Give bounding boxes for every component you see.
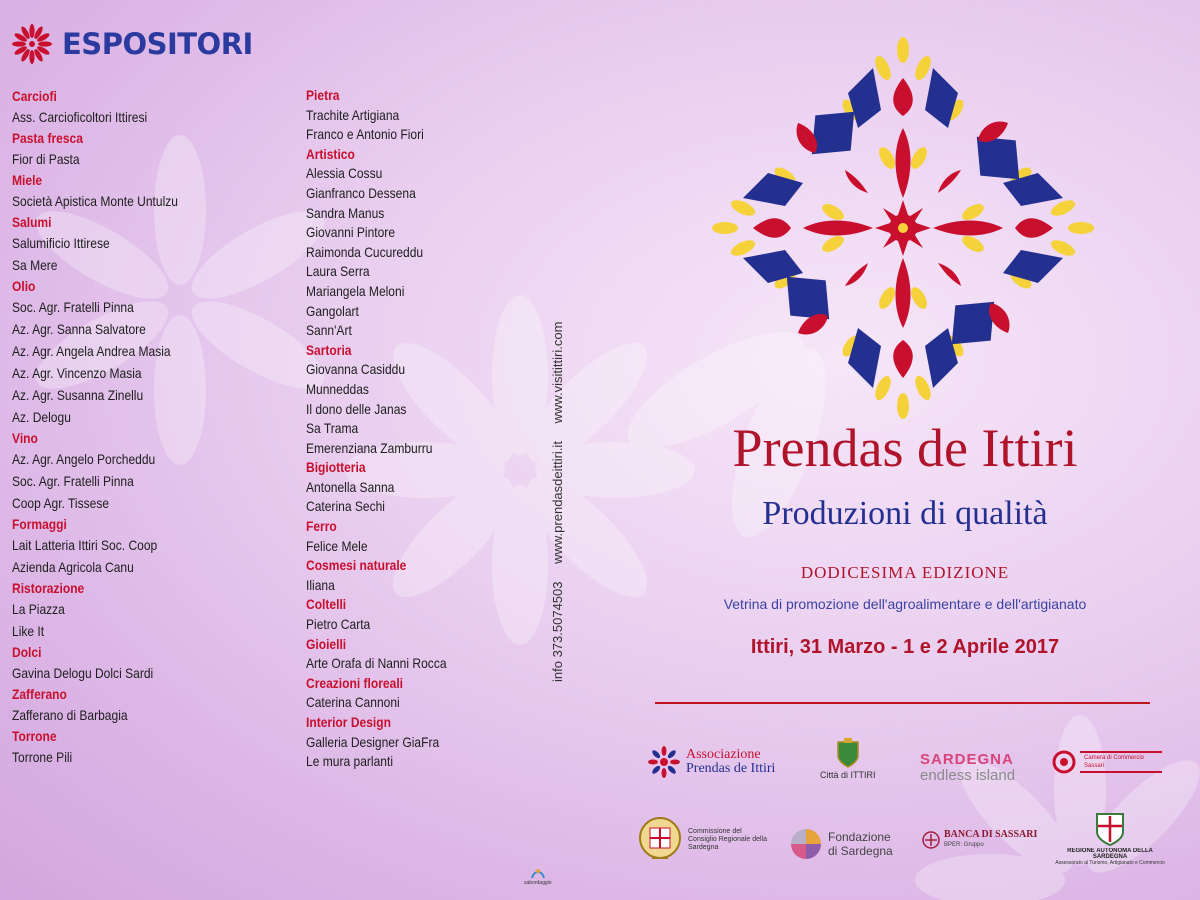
logo-banca-sassari [922,830,1037,850]
header [10,22,253,66]
banca-label: BANCA DI SASSARI [944,829,1038,840]
divider [655,702,1150,704]
fondazione-line-1: Fondazione [828,830,891,844]
exhibitor-item: Soc. Agr. Fratelli Pinna [12,299,134,315]
camera-label: Camera di Commercio Sassari [1084,755,1145,769]
regione-shield-icon [1095,812,1125,846]
exhibitor-item: Sa Mere [12,257,58,273]
exhibitor-item: Caterina Sechi [306,498,385,515]
exhibitor-item: Le mura parlanti [306,753,394,770]
exhibitor-item: Fior di Pasta [12,151,80,167]
category-heading: Ferro [306,518,337,535]
exhibitor-item: Az. Agr. Susanna Zinellu [12,387,144,403]
category-heading: Sartoria [306,341,352,358]
fondazione-pie-icon [790,828,822,860]
contact-info [550,308,565,682]
event-tagline: Vetrina di promozione dell'agroalimentare e dell'artigianato [723,596,1087,612]
category-heading: Interior Design [306,714,391,730]
exhibitor-item: Az. Agr. Angela Andrea Masia [12,343,171,359]
exhibitor-item: Trachite Artigiana [306,106,400,123]
category-heading: Pasta fresca [12,130,83,146]
category-heading: Coltelli [306,596,347,613]
exhibitor-item: Gavina Delogu Dolci Sardi [12,665,154,681]
exhibitor-item: Gangolart [306,302,359,319]
exhibitor-item: Laura Serra [306,263,370,280]
assoc-flower-icon [646,744,682,780]
exhibitor-item: Az. Agr. Vincenzo Masia [12,365,142,381]
small-logo-icon [530,866,546,880]
event-date: Ittiri, 31 Marzo - 1 e 2 Aprile 2017 [750,636,1060,658]
category-heading: Formaggi [12,516,67,532]
event-subtitle: Produzioni di qualità [762,495,1048,532]
exhibitors-column-1 [12,86,178,768]
exhibitor-item: Like It [12,623,45,639]
category-heading: Salumi [12,214,52,230]
coat-of-arms-icon [836,738,860,768]
exhibitor-item: Giovanni Pintore [306,224,396,241]
exhibitor-item: Gianfranco Dessena [306,184,416,201]
consiglio-label: Commissione del Consiglio Regionale della Sardegna [688,828,767,851]
logo-citta-ittiri [820,738,876,780]
category-heading: Torrone [12,728,57,744]
category-heading: Cosmesi naturale [306,557,407,574]
exhibitor-item: Sann'Art [306,322,352,339]
event-title: Prendas de Ittiri [732,418,1078,478]
exhibitor-item: Torrone Pili [12,749,73,765]
exhibitor-item: Il dono delle Janas [306,400,407,417]
banca-emblem-icon [922,831,940,849]
category-heading: Bigiotteria [306,459,366,476]
exhibitor-item: Franco e Antonio Fiori [306,126,424,143]
page-title: ESPOSITORI [62,27,253,61]
sardegna-sub: endless island [920,767,1016,784]
category-heading: Pietra [306,87,340,103]
assoc-name-1: Associazione [686,747,761,762]
contact-website-2: www.visitittiri.com [550,321,565,424]
category-heading: Olio [12,278,36,294]
banca-sub: BPER: Gruppo [944,842,984,848]
regional-seal-icon [638,816,682,864]
exhibitor-item: Coop Agr. Tissese [12,495,110,511]
logo-sardegna [920,752,1015,784]
logo-camera-commercio [1052,750,1162,774]
exhibitor-item: Munneddas [306,380,369,397]
event-edition: DODICESIMA EDIZIONE [800,563,1010,582]
contact-website-1: www.prendasdeittiri.it [550,441,565,564]
exhibitor-item: Iliana [306,576,335,593]
camera-logo-icon [1052,750,1076,774]
exhibitor-item: Az. Delogu [12,409,71,425]
exhibitor-item: Arte Orafa di Nanni Rocca [306,655,447,672]
category-heading: Gioielli [306,635,347,652]
exhibitor-item: Pietro Carta [306,616,371,633]
category-heading: Vino [12,430,38,446]
exhibitor-item: Az. Agr. Angelo Porcheddu [12,451,156,467]
exhibitors-column-2 [306,86,447,772]
exhibitor-item: Sa Trama [306,420,359,437]
category-heading: Ristorazione [12,580,85,596]
exhibitor-item: Alessia Cossu [306,165,383,182]
category-heading: Creazioni floreali [306,674,404,691]
regione-sub: Assessorato al Turismo, Artigianato e Commercio [1055,860,1165,866]
flower-logo-icon [10,22,54,66]
exhibitor-item: Zafferano di Barbagia [12,707,128,723]
exhibitor-item: Mariangela Meloni [306,282,405,299]
logo-fondazione [790,828,893,860]
category-heading: Artistico [306,145,355,162]
exhibitor-item: Emerenziana Zamburru [306,439,433,456]
logo-small-bottom [524,866,552,886]
exhibitor-item: Raimonda Cucureddu [306,243,424,260]
exhibitor-item: Società Apistica Monte Untulzu [12,193,178,209]
exhibitor-item: Giovanna Casiddu [306,361,406,378]
fondazione-line-2: di Sardegna [828,844,893,858]
exhibitor-item: Azienda Agricola Canu [12,559,134,575]
category-heading: Zafferano [12,686,67,702]
assoc-name-2: Prendas de Ittiri [686,761,776,776]
category-heading: Carciofi [12,88,57,104]
exhibitor-item: Antonella Sanna [306,478,395,495]
exhibitor-item: La Piazza [12,601,65,617]
exhibitor-item: Az. Agr. Sanna Salvatore [12,321,146,337]
category-heading: Miele [12,172,43,188]
category-heading: Dolci [12,644,42,660]
exhibitor-item: Sandra Manus [306,204,385,221]
small-logo-label: sabordaggio [524,880,552,886]
logo-associazione [646,744,775,780]
exhibitor-item: Caterina Cannoni [306,694,400,711]
exhibitor-item: Galleria Designer GiaFra [306,733,440,750]
citta-label: Città di ITTIRI [820,770,876,780]
exhibitor-item: Salumificio Ittirese [12,235,110,251]
contact-phone: info 373.5074503 [550,581,565,682]
exhibitor-item: Lait Latteria Ittiri Soc. Coop [12,537,158,553]
logo-consiglio-regionale [638,816,768,864]
sardegna-label: SARDEGNA [920,751,1014,768]
exhibitor-item: Felice Mele [306,537,368,554]
exhibitor-item: Ass. Carcioficoltori Ittiresi [12,109,148,125]
emblem-flower-icon [703,28,1103,428]
regione-label: REGIONE AUTONOMA DELLA SARDEGNA [1067,848,1153,860]
logo-regione-sardegna [1050,812,1170,866]
exhibitor-item: Soc. Agr. Fratelli Pinna [12,473,134,489]
